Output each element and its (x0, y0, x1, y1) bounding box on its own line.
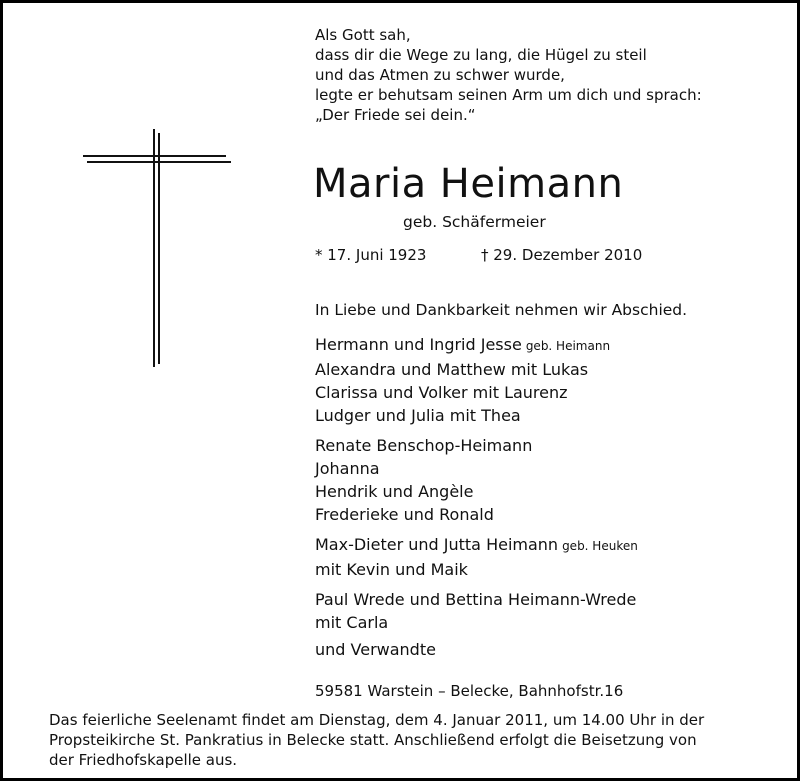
deceased-name: Maria Heimann (313, 161, 624, 207)
mourner-line (315, 333, 638, 358)
mourner-line (315, 611, 638, 634)
service-line: Das feierliche Seelenamt findet am Dienstag, dem 4. Januar 2011, um 14.00 Uhr in der (49, 711, 705, 729)
mourner-name: Alexandra und Matthew mit Lukas (315, 360, 589, 379)
family-group (315, 588, 638, 634)
family-group (315, 533, 638, 581)
mourner-line (315, 358, 638, 381)
death-date: † 29. Dezember 2010 (481, 246, 643, 264)
mourner-name: Renate Benschop-Heimann (315, 436, 533, 455)
mourner-name: Paul Wrede und Bettina Heimann-Wrede (315, 590, 637, 609)
poem-line: und das Atmen zu schwer wurde, (315, 66, 565, 84)
mourner-line (315, 533, 638, 558)
mourner-name: Ludger und Julia mit Thea (315, 406, 521, 425)
poem-line: legte er behutsam seinen Arm um dich und sprach: (315, 86, 702, 104)
mourner-line (315, 503, 638, 526)
mourning-address: 59581 Warstein – Belecke, Bahnhofstr.16 (315, 682, 624, 700)
mourners-list (315, 333, 638, 641)
mourner-line (315, 480, 638, 503)
mourner-note: geb. Heimann (525, 339, 611, 353)
service-line: Propsteikirche St. Pankratius in Belecke statt. Anschließend erfolgt die Beisetzung von (49, 731, 697, 749)
mourner-line (315, 404, 638, 427)
birth-date: * 17. Juni 1923 (315, 246, 427, 264)
family-group (315, 434, 638, 526)
family-group (315, 333, 638, 427)
mourner-line (315, 434, 638, 457)
service-line: der Friedhofskapelle aus. (49, 751, 238, 769)
mourner-line (315, 588, 638, 611)
service-announcement (49, 710, 704, 770)
mourner-line (315, 558, 638, 581)
mourner-note: geb. Heuken (562, 539, 638, 553)
poem (315, 25, 702, 125)
double-line-cross-icon (81, 129, 231, 369)
mourner-name: Max-Dieter und Jutta Heimann (315, 535, 559, 554)
poem-line: Als Gott sah, (315, 26, 411, 44)
mourner-name: mit Carla (315, 613, 389, 632)
poem-line: „Der Friede sei dein.“ (315, 106, 476, 124)
mourner-name: Hendrik und Angèle (315, 482, 474, 501)
mourner-name: mit Kevin und Maik (315, 560, 468, 579)
mourner-name: Clarissa und Volker mit Laurenz (315, 383, 568, 402)
mourner-line (315, 381, 638, 404)
mourner-name: Johanna (315, 459, 380, 478)
mourner-name: Frederieke und Ronald (315, 505, 494, 524)
farewell-text: In Liebe und Dankbarkeit nehmen wir Abschied. (315, 301, 688, 319)
relatives-text: und Verwandte (315, 640, 436, 659)
maiden-name: geb. Schäfermeier (403, 213, 546, 231)
poem-line: dass dir die Wege zu lang, die Hügel zu steil (315, 46, 647, 64)
mourner-name: Hermann und Ingrid Jesse (315, 335, 522, 354)
mourner-line (315, 457, 638, 480)
